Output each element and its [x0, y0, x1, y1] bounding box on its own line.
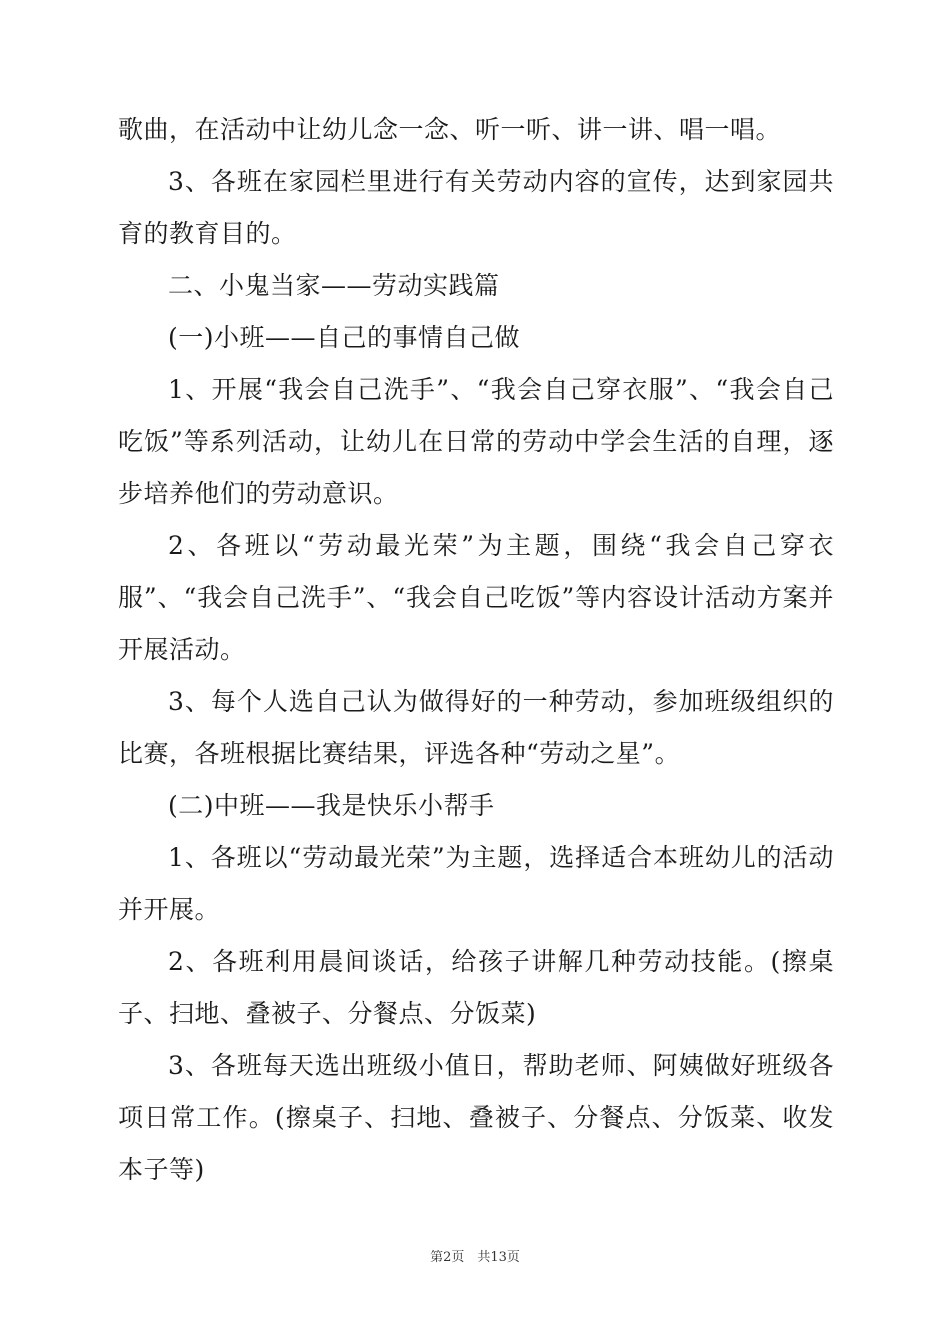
paragraph: 2、各班以“劳动最光荣”为主题，围绕“我会自己穿衣服”、“我会自己洗手”、“我会自己吃饭”等内容设计活动方案并开展活动。 [118, 531, 834, 664]
paragraph: 3、各班在家园栏里进行有关劳动内容的宣传，达到家园共育的教育目的。 [118, 167, 834, 248]
paragraph-continuation: 歌曲，在活动中让幼儿念一念、听一听、讲一讲、唱一唱。 [118, 115, 782, 144]
paragraph: 3、每个人选自己认为做得好的一种劳动，参加班级组织的比赛，各班根据比赛结果，评选各种“劳动之星”。 [118, 687, 834, 768]
subsection-heading: (二)中班——我是快乐小帮手 [168, 791, 495, 820]
subsection-heading: (一)小班——自己的事情自己做 [168, 323, 521, 352]
paragraph: 3、各班每天选出班级小值日，帮助老师、阿姨做好班级各项日常工作。(擦桌子、扫地、叠被子、分餐点、分饭菜、收发本子等) [118, 1051, 834, 1184]
document-body [118, 104, 834, 1196]
paragraph: 1、各班以“劳动最光荣”为主题，选择适合本班幼儿的活动并开展。 [118, 843, 834, 924]
section-heading: 二、小鬼当家——劳动实践篇 [168, 271, 500, 300]
page-number: 第2页 共13页 [430, 1250, 520, 1265]
paragraph: 1、开展“我会自己洗手”、“我会自己穿衣服”、“我会自己吃饭”等系列活动，让幼儿在日常的劳动中学会生活的自理，逐步培养他们的劳动意识。 [118, 375, 834, 508]
paragraph: 2、各班利用晨间谈话，给孩子讲解几种劳动技能。(擦桌子、扫地、叠被子、分餐点、分饭菜) [118, 947, 834, 1028]
